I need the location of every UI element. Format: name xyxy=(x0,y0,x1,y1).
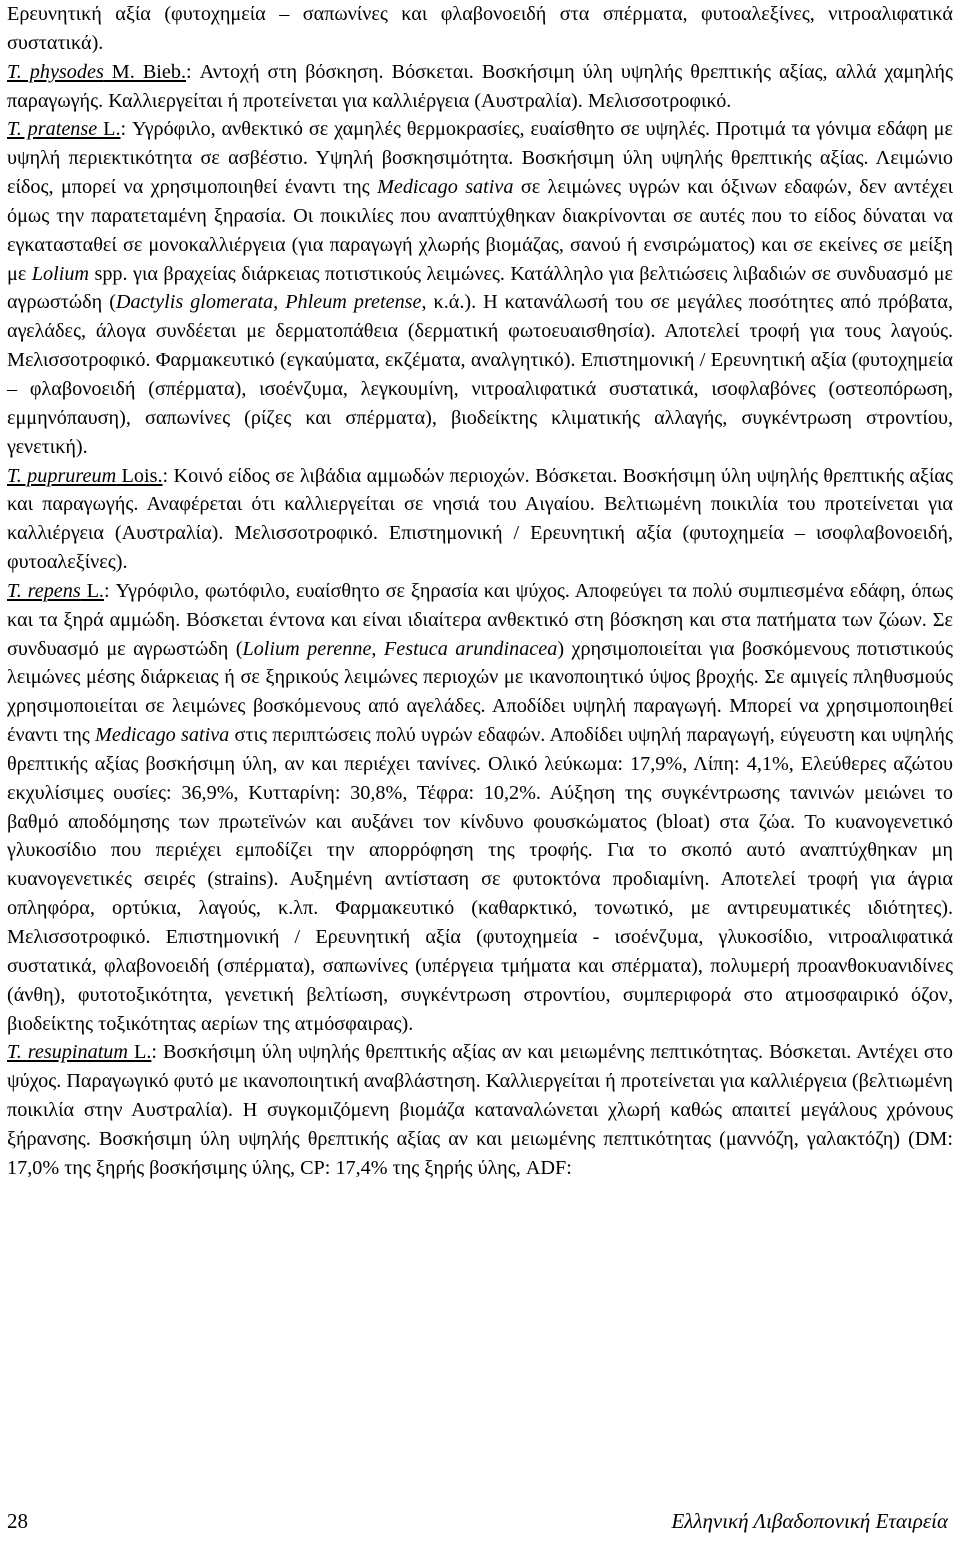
text-run: , κ.ά.). Η κατανάλωσή του σε μεγάλες ποσότητες από πρόβατα, αγελάδες, άλογα συνδέεται με δερματοπάθεια (δερματική φωτοευαισθησία). Αποτελεί τροφή για τους λαγούς. Μελισσοτροφικό. Φαρμακευτικό (εγκαύματα, εκζέματα, αναλγητικό). Επιστημονική / Ερευνητική αξία (φυτοχημεία – φλαβονοειδή (σπέρματα), ισοένζυμα, λεγκουμίνη, νιτροαλιφατικά συστατικά, ισοφλαβόνες (οστεοπόρωση, εμμηνόπαυση), σαπωνίνες (ρίζες και σπέρματα), βιοδείκτης κλιματικής αλλαγής, συγκέντρωση στροντίου, γενετική). xyxy=(7,291,953,458)
species-authority: M. Bieb. xyxy=(103,60,186,83)
text-run: : Κοινό είδος σε λιβάδια αμμωδών περιοχών. Βόσκεται. Βοσκήσιμη ύλη υψηλής θρεπτικής αξίας και παραγωγής. Αναφέρεται ότι καλλιεργείται σε νησιά του Αιγαίου. Βελτιωμένη ποικιλία του προτείνεται για καλλιέργεια (Αυστραλία). Μελισσοτροφικό. Επιστημονική / Ερευνητική αξία (φυτοχημεία – ισοφλαβονοειδή, φυτοαλεξίνες). xyxy=(7,464,954,574)
text-run: ) χρησιμοποιείται για βοσκόμενους ποτιστικούς λειμώνες μέσης διάρκειας ή σε ξηρικούς λειμώνες περιοχών με ικανοποιητικό ύψος βροχής. Σε αμιγείς πληθυσμούς χρησιμοποιείται σε λειμώνες βοσκόμενους από αγελάδες. Αποδίδει υψηλή παραγωγή. Μπορεί να χρησιμοποιηθεί έναντι της xyxy=(7,637,954,747)
italic-term: Phleum pretense xyxy=(285,291,422,314)
species-name: T. puprureum xyxy=(7,464,117,487)
text-run: spp. για βραχείας διάρκειας ποτιστικούς λειμώνες. Κατάλληλο για βελτιώσεις λιβαδιών σε συνδυασμό με αγρωστώδη ( xyxy=(7,262,953,314)
italic-term: Medicago sativa xyxy=(95,724,230,747)
species-name: T. resupinatum xyxy=(7,1041,128,1064)
italic-term: Medicago sativa xyxy=(377,176,514,199)
text-run: : Υγρόφιλο, ανθεκτικό σε χαμηλές θερμοκρασίες, ευαίσθητο σε υψηλές. Προτιμά τα γόνιμα εδάφη με υψηλή περιεκτικότητα σε ασβέστιο. Υψηλή βοσκησιμότητα. Βοσκήσιμη ύλη υψηλής θρεπτικής αξίας. Λειμώνιο είδος, μπορεί να χρησιμοποιηθεί έναντι της xyxy=(7,118,953,199)
text-run: : Υγρόφιλο, φωτόφιλο, ευαίσθητο σε ξηρασία και ψύχος. Αποφεύγει τα πολύ συμπιεσμένα εδάφη, όπως και τα ξηρά αμμώδη. Βόσκεται έντονα και είναι ιδιαίτερα ανθεκτικό στη βόσκηση και στα πατήματα των ζώων. Σε συνδυασμό με αγρωστώδη ( xyxy=(7,579,953,660)
text-run: : Βοσκήσιμη ύλη υψηλής θρεπτικής αξίας αν και μειωμένης πεπτικότητας. Βόσκεται. Αντέχει στο ψύχος. Παραγωγικό φυτό με ικανοποιητική αναβλάστηση. Καλλιεργείται ή προτείνεται για καλλιέργεια (βελτιωμένη ποικιλία στην Αυστραλία). Η συγκομιζόμενη βιομάζα καταναλώνεται χλωρή καθώς απαιτεί μεγάλους χρόνους ξήρανσης. Βοσκήσιμη ύλη υψηλής θρεπτικής αξίας αν και μειωμένης πεπτικότητας (μαννόζη, γαλακτόζη) (DM: 17,0% της ξηρής βοσκήσιμης ύλης, CP: 17,4% της ξηρής ύλης, ADF: xyxy=(7,1041,953,1179)
italic-term: Festuca arundinacea xyxy=(383,637,558,660)
text-run: στις περιπτώσεις πολύ υγρών εδαφών. Αποδίδει υψηλή παραγωγή, εύγευστη και υψηλής θρεπτικής αξίας βοσκήσιμη ύλη, αν και περιέχει τανίνες. Ολικό λεύκωμα: 17,9%, Λίπη: 4,1%, Ελεύθερες αζώτου εκχυλίσιμες ουσίες: 36,9%, Κυτταρίνη: 30,8%, Τέφρα: 10,2%. Αύξηση της συγκέντρωσης τανινών μειώνει το βαθμό αποδόμησης των πρωτεϊνών και αυξάνει τον κίνδυνο φουσκώματος (bloat) στα ζώα. Το κυανογενετικό γλυκοσίδιο που περιέχει εμποδίζει την απορρόφηση της τροφής. Για το σκοπό αυτό αναπτύχθηκαν μη κυανογενετικές σειρές (strains). Αυξημένη αντίσταση σε φυτοκτόνα προδιαμίνη. Αποτελεί τροφή για άγρια οπληφόρα, ορτύκια, λαγούς, κ.λπ. Φαρμακευτικό (καθαρκτικό, τονωτικό, με αντιρευματικές ιδιότητες). Μελισσοτροφικό. Επιστημονική / Ερευνητική αξία (φυτοχημεία - ισοένζυμα, γλυκοσίδιο, νιτροαλιφατικά συστατικά, φλαβονοειδή (σπέρματα), σαπωνίνες (υπέργεια τμήματα και σπέρματα), πολυμερή προανθοκυανιδίνες (άνθη), φυτοτοξικότητα, γενετική βελτίωση, συγκέντρωση στροντίου, συμπεριφορά στο ατμοσφαιρικό όζον, βιοδείκτης τοξικότητας αερίων της ατμόσφαιρας). xyxy=(7,724,953,1035)
species-authority: L. xyxy=(80,579,104,602)
text-run: , xyxy=(371,637,384,660)
species-name: T. pratense xyxy=(7,118,98,141)
italic-term: Lolium perenne xyxy=(242,637,372,660)
page-footer xyxy=(7,1508,948,1534)
text-run: Ερευνητική αξία (φυτοχημεία – σαπωνίνες και φλαβονοειδή στα σπέρματα, φυτοαλεξίνες, νιτροαλιφατικά συστατικά). xyxy=(7,3,953,54)
paragraph xyxy=(7,577,953,1039)
text-run: : Αντοχή στη βόσκηση. Βόσκεται. Βοσκήσιμη ύλη υψηλής θρεπτικής αξίας, αλλά χαμηλής παραγωγής. Καλλιεργείται ή προτείνεται για καλλιέργεια (Αυστραλία). Μελισσοτροφικό. xyxy=(7,60,953,112)
species-authority: Lois. xyxy=(116,464,163,487)
italic-term: Dactylis glomerata xyxy=(115,291,274,314)
paragraph xyxy=(7,0,953,58)
italic-term: Lolium xyxy=(31,262,89,285)
text-run: , xyxy=(273,291,286,314)
paragraph xyxy=(7,58,953,116)
species-authority: L. xyxy=(127,1041,152,1064)
species-authority: L. xyxy=(97,118,121,141)
text-run: σε λειμώνες υγρών και όξινων εδαφών, δεν αντέχει όμως την παρατεταμένη ξηρασία. Οι ποικιλίες που αναπτύχθηκαν διακρίνονται σε αυτές που το είδος δύναται να εγκατασταθεί σε μονοκαλλιέργεια (για παραγωγή χλωρής βιομάζας, σανού ή ενσιρώματος) και σε εκείνες σε μείξη με xyxy=(7,176,953,285)
species-name: T. repens xyxy=(7,579,81,602)
paragraph xyxy=(7,115,953,461)
page-number: 28 xyxy=(7,1509,28,1533)
paragraph xyxy=(7,1038,953,1182)
body-text xyxy=(7,0,953,1183)
species-name: T. physodes xyxy=(7,60,104,83)
paragraph xyxy=(7,462,953,577)
publisher-name: Ελληνική Λιβαδοπονική Εταιρεία xyxy=(671,1509,948,1533)
